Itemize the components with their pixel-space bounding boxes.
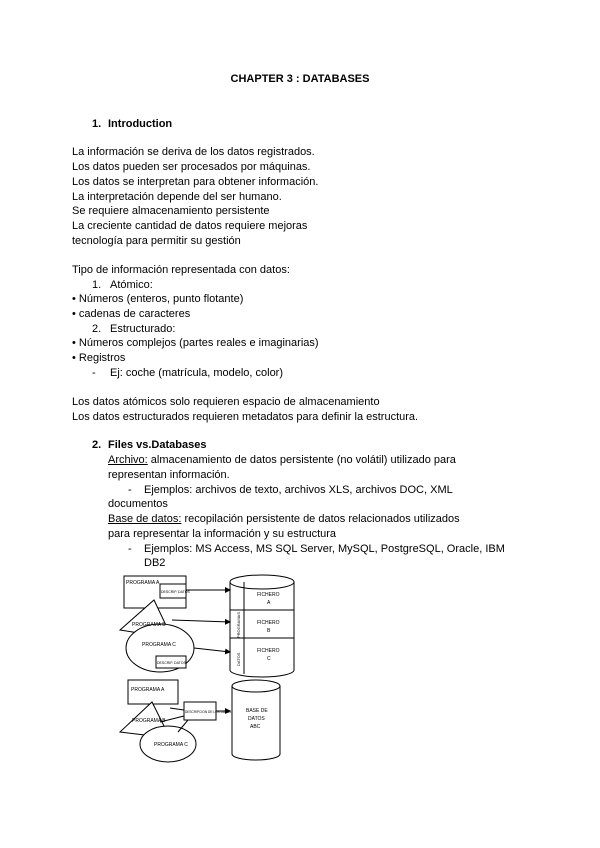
side-label-programs: PROGRAMAS: [236, 611, 241, 638]
program-c-label: PROGRAMA C: [154, 742, 188, 748]
section-2-heading: Files vs.Databases: [108, 439, 207, 451]
bd-def: recopilación persistente de datos relacionados utilizados: [181, 513, 460, 525]
file-b-letter: B: [267, 628, 271, 634]
files-cylinder-top: [230, 575, 294, 589]
archivo-definition: [108, 453, 456, 467]
archivo-examples: Ejemplos: archivos de texto, archivos XLS, archivos DOC, XML: [144, 484, 453, 496]
section-1-number: 1.: [92, 118, 102, 130]
closing-line: Los datos atómicos solo requieren espacio de almacenamiento: [72, 396, 380, 408]
db-cylinder-body: [232, 686, 280, 760]
intro-line: La información se deriva de los datos registrados.: [72, 146, 315, 158]
intro-line: La interpretación depende del ser humano.: [72, 191, 282, 203]
database-system-diagram: [112, 674, 312, 774]
example-dash: -: [92, 367, 96, 379]
archivo-dash: -: [128, 484, 132, 496]
db-cylinder-top: [232, 680, 280, 692]
bd-examples-cont: DB2: [144, 557, 166, 569]
db-label-1: BASE DE: [246, 708, 268, 714]
program-b-label: PROGRAMA B: [132, 718, 166, 724]
closing-line: Los datos estructurados requieren metadatos para definir la estructura.: [72, 411, 419, 423]
bullet-item: • Números (enteros, punto flotante): [72, 293, 244, 305]
program-a-label: PROGRAMA A: [131, 687, 165, 693]
program-c-label: PROGRAMA C: [142, 642, 176, 648]
intro-line: Se requiere almacenamiento persistente: [72, 205, 270, 217]
bd-dash: -: [128, 543, 132, 555]
archivo-def: almacenamiento de datos persistente (no volátil) utilizado para: [147, 454, 456, 466]
side-label-data: DATOS: [236, 652, 241, 666]
db-label-3: ABC: [250, 724, 261, 730]
section-2-number: 2.: [92, 439, 102, 451]
desc-box-c-label: DESCRIP. DATOS: [157, 661, 186, 665]
desc-box-a-label: DESCRIP. DATOS: [161, 590, 190, 594]
desc-box-label: DESCRIPCION DE LOS DATOS: [185, 710, 232, 714]
file-c-letter: C: [267, 656, 271, 662]
program-b-label: PROGRAMA B: [132, 622, 166, 628]
section-1-heading: Introduction: [108, 118, 173, 130]
bd-term: Base de datos:: [108, 513, 182, 525]
atomic-label: Atómico:: [110, 279, 153, 291]
intro-line: Los datos pueden ser procesados por máquinas.: [72, 161, 311, 173]
intro-line: tecnología para permitir su gestión: [72, 235, 241, 247]
file-b-label: FICHERO: [257, 620, 280, 626]
intro-line: La creciente cantidad de datos requiere mejoras: [72, 220, 308, 232]
file-a-label: FICHERO: [257, 592, 280, 598]
types-intro: Tipo de información representada con datos:: [72, 264, 290, 276]
bd-examples: Ejemplos: MS Access, MS SQL Server, MySQL, PostgreSQL, Oracle, IBM: [144, 543, 505, 555]
bd-definition: [108, 512, 460, 526]
intro-line: Los datos se interpretan para obtener información.: [72, 176, 319, 188]
archivo-examples-cont: documentos: [108, 498, 168, 510]
example-text: Ej: coche (matrícula, modelo, color): [110, 367, 284, 379]
program-a-label: PROGRAMA A: [126, 580, 160, 586]
structured-label: Estructurado:: [110, 323, 176, 335]
db-label-2: DATOS: [248, 716, 265, 722]
bullet-item: • Números complejos (partes reales e imaginarias): [72, 337, 319, 349]
file-a-letter: A: [267, 600, 271, 606]
archivo-term: Archivo:: [108, 454, 148, 466]
bullet-item: • cadenas de caracteres: [72, 308, 191, 320]
archivo-def-cont: representan información.: [108, 469, 230, 481]
chapter-title: CHAPTER 3 : DATABASES: [230, 73, 370, 85]
files-system-diagram: [112, 570, 312, 680]
atomic-number: 1.: [92, 279, 102, 291]
structured-number: 2.: [92, 323, 102, 335]
file-c-label: FICHERO: [257, 648, 280, 654]
bd-def-cont: para representar la información y su estructura: [108, 528, 337, 540]
bullet-item: • Registros: [72, 352, 126, 364]
